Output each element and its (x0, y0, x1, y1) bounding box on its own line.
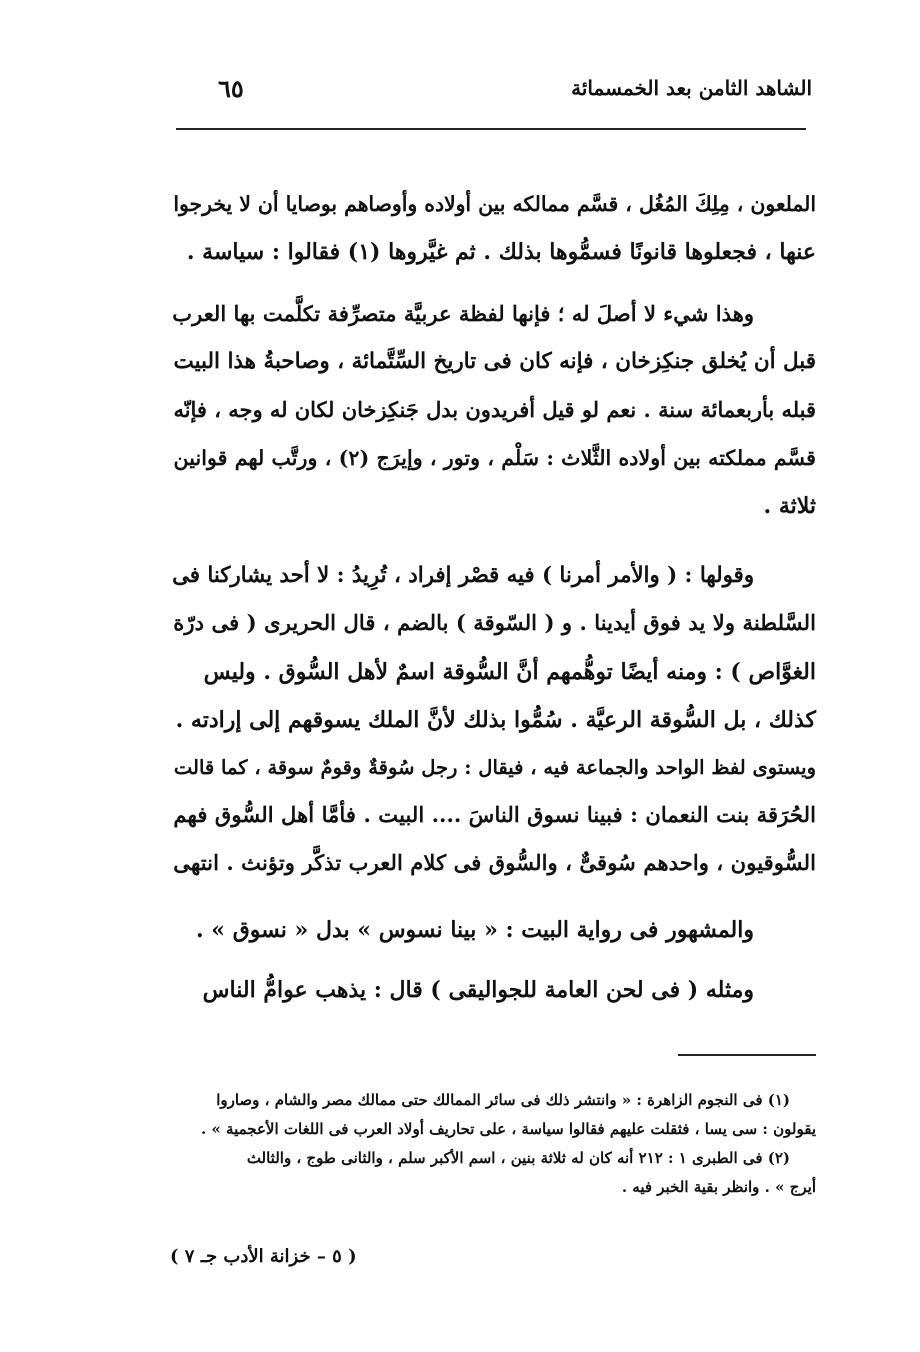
text-line: الملعون ، مِلِكَ المُغُل ، قسَّم ممالكه بين أولاده وأوصاهم بوصايا أن لا يخرجوا (173, 192, 816, 216)
footnote-line: (٢) فى الطبرى ١ : ٢١٢ أنه كان له ثلاثة بنين ، اسم الأكبر سلم ، والثانى طوج ، والثالث (246, 1149, 790, 1167)
footnotes (170, 1086, 816, 1202)
footnote-divider (678, 1054, 816, 1056)
text-line: قبله بأربعمائة سنة . نعم لو قيل أفريدون بدل جَنكِزخان لكان له وجه ، فإنّه (173, 397, 816, 422)
printer-signature: ( ٥ – خزانة الأدب جـ ٧ ) (170, 1246, 357, 1267)
footnote-line: (١) فى النجوم الزاهرة : « وانتشر ذلك فى سائر الممالك حتى ممالك مصر والشام ، وصاروا (216, 1091, 790, 1109)
running-title: الشاهد الثامن بعد الخمسمائة (571, 76, 812, 100)
text-line: عنها ، فجعلوها قانونًا فسمُّوها بذلك . ثم غيَّروها (١) فقالوا : سياسة . (186, 239, 816, 265)
text-line: ومثله ( فى لحن العامة للجواليقى ) قال : يذهب عوامُّ الناس (202, 977, 754, 1003)
text-line: والمشهور فى رواية البيت : « بينا نسوس » بدل « نسوق » . (195, 917, 754, 943)
text-line: ويستوى لفظ الواحد والجماعة فيه ، فيقال : رجل سُوقةٌ وقومٌ سوقة ، كما قالت (173, 756, 816, 779)
text-line: قبل أن يُخلق جنكِزخان ، فإنه كان فى تاريخ السِّتَّمائة ، وصاحبةُ هذا البيت (173, 349, 816, 374)
header-divider (176, 128, 806, 130)
page-header (160, 76, 812, 110)
paragraph-3 (160, 552, 816, 888)
text-line: الحُرَقة بنت النعمان : فبينا نسوق الناسَ .... البيت . فأمَّا أهل السُّوق فهم (173, 803, 816, 828)
paragraph-1 (160, 180, 816, 276)
text-line: وهذا شيء لا أصلَ له ؛ فإنها لفظة عربيَّة متصرِّفة تكلَّمت بها العرب (172, 301, 754, 326)
text-line: السَّلطنة ولا يد فوق أيدينا . و ( السّوقة ) بالضم ، قال الحريرى ( فى درّة (173, 611, 816, 636)
paragraph-4 (160, 906, 816, 954)
text-line: قسَّم مملكته بين أولاده الثَّلاث : سَلْم ، وتور ، وإيرَج (٢) ، ورتَّب لهم قوانين (173, 446, 816, 470)
page-number: ٦٥ (218, 74, 244, 103)
footnote-line: أيرج » . وانظر بقية الخبر فيه . (621, 1178, 816, 1196)
text-line: ثلاثة . (763, 493, 816, 519)
paragraph-5 (160, 966, 816, 1014)
text-line: كذلك ، بل السُّوقة الرعيَّة . سُمُّوا بذلك لأنَّ الملك يسوقهم إلى إرادته . (175, 707, 816, 733)
footnote-line: يقولون : سى يسا ، فثقلت عليهم فقالوا سياسة ، على تحاريف أولاد العرب فى اللغات الأعجمية » . (201, 1120, 816, 1138)
text-line: وقولها : ( والأمر أمرنا ) فيه قصْر إفراد ، تُرِيدُ : لا أحد يشاركنا فى (172, 563, 754, 588)
paragraph-2 (160, 290, 816, 530)
text-line: السُّوقيون ، واحدهم سُوقىٌّ ، والسُّوق فى كلام العرب تذكَّر وتؤنث . انتهى (173, 851, 816, 876)
text-line: الغوَّاص ) : ومنه أيضًا توهُّمهم أنَّ السُّوقة اسمٌ لأهل السُّوق . وليس (203, 659, 816, 685)
